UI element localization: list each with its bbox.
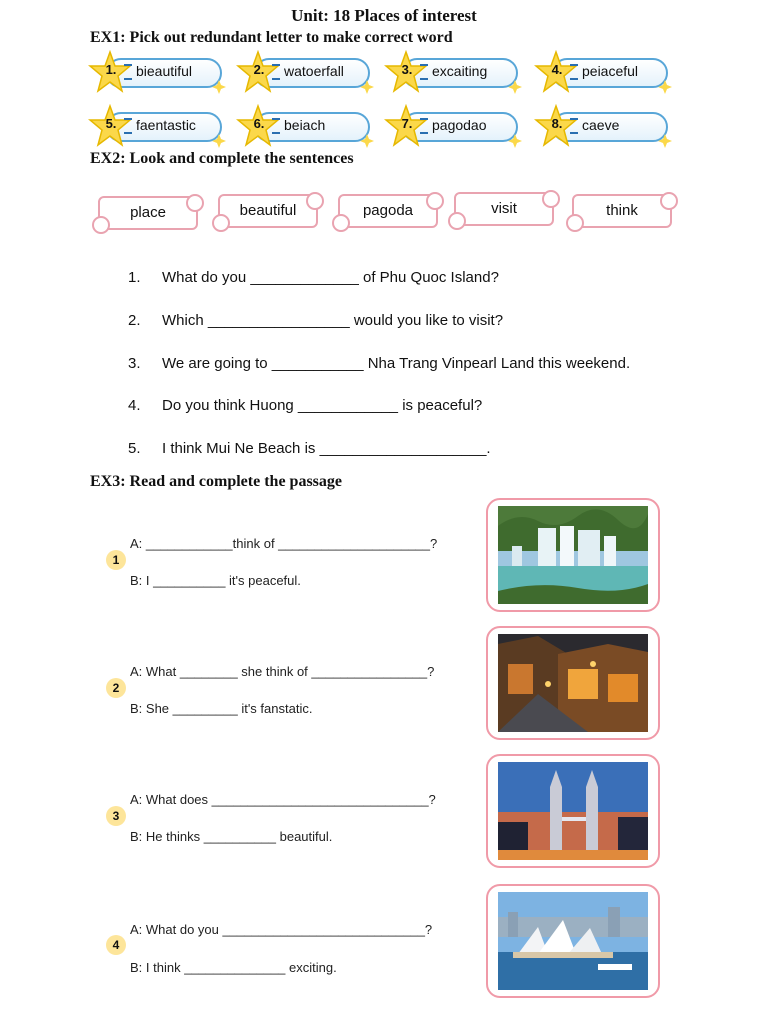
dialog-line-a: A: What ________ she think of ________________?	[130, 664, 435, 679]
sentence-number: 5.	[128, 440, 141, 457]
sparkle-icon	[360, 134, 374, 148]
speed-lines-icon	[420, 64, 428, 80]
word-card	[538, 110, 668, 144]
sparkle-icon	[212, 134, 226, 148]
word-bank-item	[448, 190, 556, 228]
photo-frame	[486, 626, 660, 740]
sparkle-icon	[658, 134, 672, 148]
word-card	[92, 110, 222, 144]
ex3-heading: EX3: Read and complete the passage	[90, 473, 342, 490]
speed-lines-icon	[420, 118, 428, 134]
sentence-number: 3.	[128, 355, 141, 372]
word-bank-word: beautiful	[239, 202, 297, 219]
word-bank-item	[92, 194, 200, 232]
item-number-badge: 2	[106, 678, 126, 698]
photo-frame	[486, 754, 660, 868]
word-card-number: 7.	[401, 116, 413, 131]
word-card-word: faentastic	[136, 117, 196, 133]
speed-lines-icon	[570, 64, 578, 80]
word-card-word: peiaceful	[582, 63, 639, 79]
word-card-word: watoerfall	[284, 63, 344, 79]
twin-towers-image	[498, 762, 648, 860]
sentence-text: We are going to ___________ Nha Trang Vinpearl Land this weekend.	[162, 355, 631, 372]
sentence-text: I think Mui Ne Beach is ____________________.	[162, 440, 491, 457]
sparkle-icon	[658, 80, 672, 94]
item-number-badge: 3	[106, 806, 126, 826]
word-card	[538, 56, 668, 90]
sparkle-icon	[508, 80, 522, 94]
dialog-line-b: B: She _________ it's fanstatic.	[130, 701, 313, 716]
sparkle-icon	[360, 80, 374, 94]
photo-frame	[486, 884, 660, 998]
speed-lines-icon	[124, 118, 132, 134]
sentence-item	[128, 355, 630, 372]
sparkle-icon	[508, 134, 522, 148]
word-card	[388, 56, 518, 90]
word-card	[388, 110, 518, 144]
photo-frame	[486, 498, 660, 612]
sentence-item	[128, 312, 503, 329]
word-card-number: 1.	[105, 62, 117, 77]
word-card-number: 2.	[253, 62, 265, 77]
word-card-number: 5.	[105, 116, 117, 131]
sentence-item	[128, 397, 482, 414]
word-bank-word: pagoda	[362, 202, 414, 219]
word-card	[240, 110, 370, 144]
word-bank-word: think	[606, 202, 638, 219]
dialog-line-a: A: What does ______________________________?	[130, 792, 436, 807]
word-bank-word: place	[130, 204, 166, 221]
speed-lines-icon	[272, 64, 280, 80]
sparkle-icon	[212, 80, 226, 94]
speed-lines-icon	[570, 118, 578, 134]
opera-house-image	[498, 892, 648, 990]
word-bank-item	[332, 192, 440, 230]
speed-lines-icon	[124, 64, 132, 80]
word-card-word: caeve	[582, 117, 620, 133]
word-bank-item	[212, 192, 320, 230]
word-card-word: excaiting	[432, 63, 488, 79]
sentence-text: What do you _____________ of Phu Quoc Island?	[162, 269, 499, 286]
word-card-number: 4.	[551, 62, 563, 77]
word-card-word: beiach	[284, 117, 326, 133]
word-card-word: bieautiful	[136, 63, 193, 79]
waterfall-image	[498, 506, 648, 604]
sentence-number: 4.	[128, 397, 141, 414]
dialog-line-b: B: I __________ it's peaceful.	[130, 573, 301, 588]
ex1-heading: EX1: Pick out redundant letter to make correct word	[90, 29, 453, 46]
sentence-item	[128, 440, 491, 457]
sentence-text: Do you think Huong ____________ is peaceful?	[162, 397, 483, 414]
word-card-word: pagodao	[432, 117, 487, 133]
speed-lines-icon	[272, 118, 280, 134]
sentence-text: Which _________________ would you like to visit?	[162, 312, 504, 329]
word-card-number: 6.	[253, 116, 265, 131]
word-card-number: 3.	[401, 62, 413, 77]
ex2-heading: EX2: Look and complete the sentences	[90, 150, 354, 167]
word-card	[92, 56, 222, 90]
dialog-line-a: A: ____________think of _____________________?	[130, 536, 438, 551]
worksheet-title: Unit: 18 Places of interest	[291, 6, 477, 25]
sentence-item	[128, 269, 499, 286]
item-number-badge: 1	[106, 550, 126, 570]
dialog-line-a: A: What do you ____________________________?	[130, 922, 433, 937]
old-town-street-image	[498, 634, 648, 732]
word-bank-word: visit	[491, 200, 517, 217]
word-card-number: 8.	[551, 116, 563, 131]
word-card	[240, 56, 370, 90]
dialog-line-b: B: I think ______________ exciting.	[130, 960, 337, 975]
sentence-number: 2.	[128, 312, 141, 329]
sentence-number: 1.	[128, 269, 141, 286]
item-number-badge: 4	[106, 935, 126, 955]
dialog-line-b: B: He thinks __________ beautiful.	[130, 829, 333, 844]
word-bank-item	[566, 192, 674, 230]
